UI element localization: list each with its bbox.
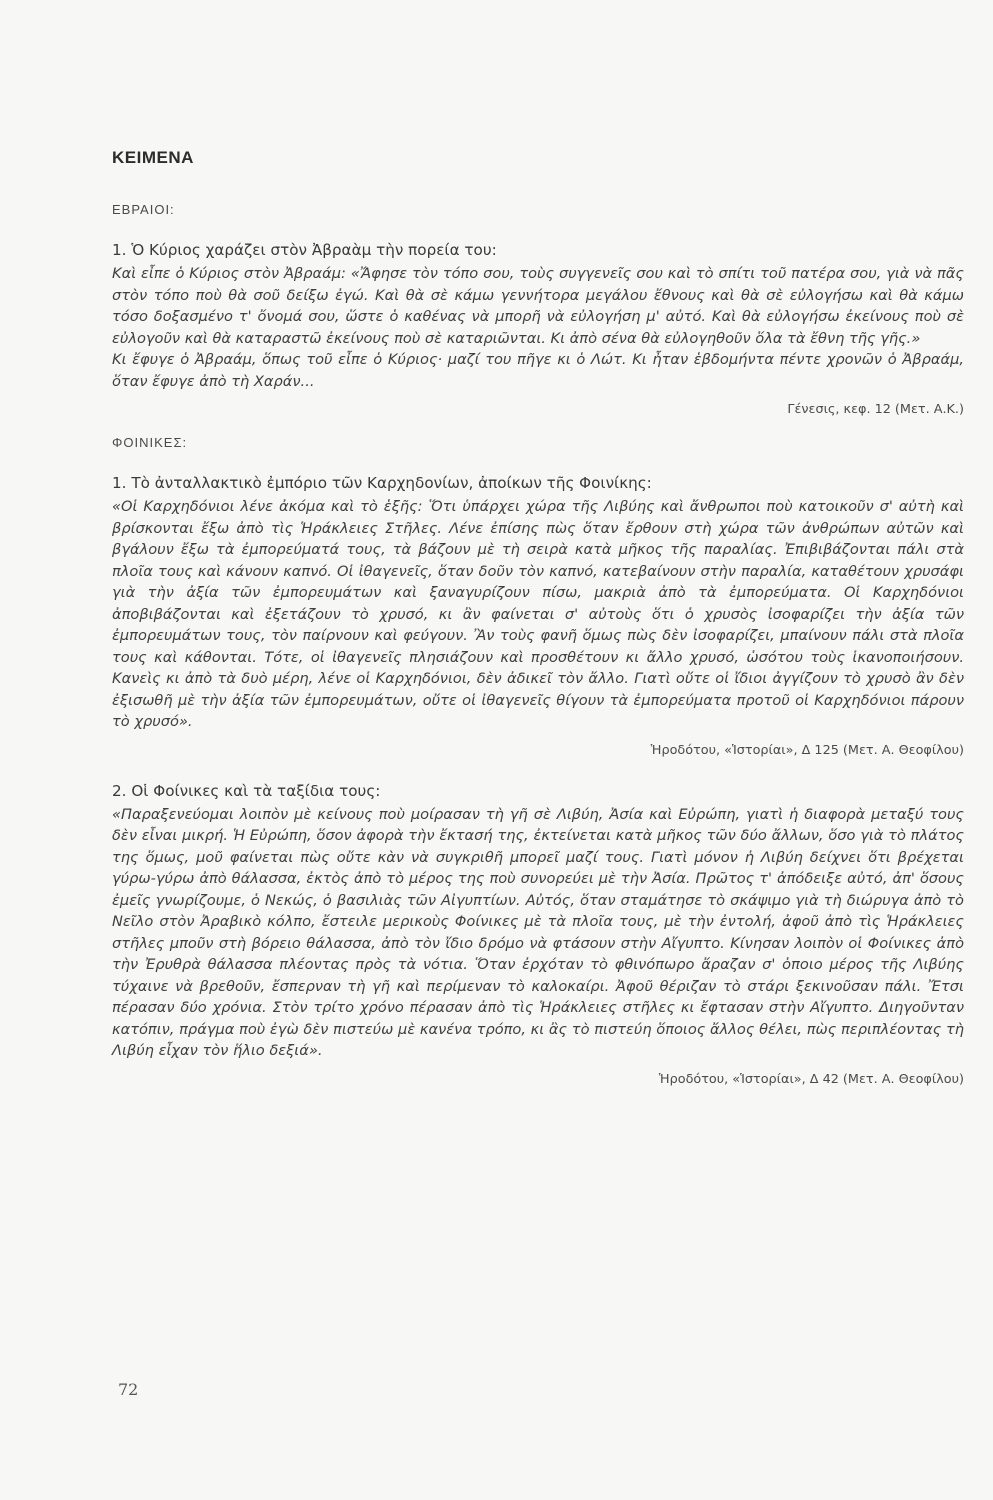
paragraph: «Παραξενεύομαι λοιπὸν μὲ κείνους ποὺ μοίρασαν τὴ γῆ σὲ Λιβύη, Ἀσία καὶ Εὐρώπη, γιατὶ ἡ διαφορὰ μεταξύ τους δὲν εἶναι μικρή. Ἡ Εὐρώπη, ὅσον ἀφορὰ τὴν ἔκτασή της, ἐκτείνεται κατὰ μῆκος τῶν δύο ἄλλων, ὅσο γιὰ τὸ πλάτος της ὅμως, μοῦ φαίνεται πὼς οὔτε κὰν νὰ συγκριθῆ μπορεῖ μαζί τους. Γιατὶ μόνον ἡ Λιβύη δείχνει ὅτι βρέχεται γύρω-γύρω ἀπὸ θάλασσα, ἐκτὸς ἀπὸ τὸ μέρος της ποὺ συνορεύει μὲ τὴν Ἀσία. Πρῶτος τ' ἀπόδειξε αὐτό, ἀπ' ὅσους ἐμεῖς γνωρίζουμε, ὁ Νεκώς, ὁ βασιλιὰς τῶν Αἰγυπτίων. Αὐτός, ὅταν σταμάτησε τὸ σκάψιμο γιὰ τὴ διώρυγα ἀπὸ τὸ Νεῖλο στὸν Ἀραβικὸ κόλπο, ἔστειλε μερικοὺς Φοίνικες μὲ τὰ πλοῖα τους, μὲ τὴν ἐντολή, ἀφοῦ ἀπὸ τὶς Ἡράκλειες στῆλες μποῦν στὴ βόρειο θάλασσα, ἀπὸ τὸν ἴδιο δρόμο νὰ φτάσουν στὴν Αἴγυπτο. Κίνησαν λοιπὸν οἱ Φοίνικες ἀπὸ τὴν Ἐρυθρὰ θάλασσα πλέοντας πρὸς τὰ νότια. Ὅταν ἐρχόταν τὸ φθινόπωρο ἄραζαν σ' ὁποιο μέρος τῆς Λιβύης τύχαινε νὰ βρεθοῦν, ἔσπερναν τὴ γῆ καὶ περίμεναν τὸ καλοκαίρι. Ἀφοῦ θέριζαν τὸ στάρι ξεκινοῦσαν πάλι. Ἔτσι πέρασαν δύο χρόνια. Στὸν τρίτο χρόνο πέρασαν ἀπὸ τὶς Ἡράκλειες στῆλες κι ἔφτασαν στὴν Αἴγυπτο. Διηγοῦνταν κατόπιν, πράγμα ποὺ ἐγὼ δὲν πιστεύω μὲ κανένα τρόπο, κι ἂς τὸ πιστεύη ὅποιος ἄλλος θέλει, πὼς περιπλέοντας τὴ Λιβύη εἶχαν τὸν ἥλιο δεξιά». (112, 805, 964, 1059)
source-citation-phoenicians-1: Ἡροδότου, «Ἱστορίαι», Δ 125 (Μετ. Α. Θεοφίλου) (650, 742, 964, 758)
source-citation-phoenicians-2: Ἡροδότου, «Ἱστορίαι», Δ 42 (Μετ. Α. Θεοφίλου) (658, 1071, 964, 1087)
page-content (112, 148, 964, 1087)
text-heading-hebrews-1: 1. Ὁ Κύριος χαράζει στὸν Ἀβραὰμ τὴν πορεία του: (112, 241, 497, 259)
page-number: 72 (118, 1380, 139, 1399)
page-title: ΚΕΙΜΕΝΑ (112, 148, 194, 167)
source-citation-hebrews-1: Γένεσις, κεφ. 12 (Μετ. Α.Κ.) (787, 402, 964, 417)
paragraph: «Οἱ Καρχηδόνιοι λένε ἀκόμα καὶ τὸ ἑξῆς: Ὅτι ὑπάρχει χώρα τῆς Λιβύης καὶ ἄνθρωποι ποὺ κατοικοῦν σ' αὐτὴ καὶ βρίσκονται ἔξω ἀπὸ τὶς Ἡράκλειες Στῆλες. Λένε ἐπίσης πὼς ὅταν ἔρθουν στὴ χώρα τῶν ἀνθρώπων αὐτῶν καὶ βγάλουν ἔξω τὰ ἐμπορεύματά τους, τὰ βάζουν μὲ τὴ σειρὰ κατὰ μῆκος τῆς παραλίας. Ἐπιβιβάζονται πάλι στὰ πλοῖα τους καὶ κάνουν καπνό. Οἱ ἰθαγενεῖς, ὅταν δοῦν τὸν καπνό, κατεβαίνουν στὴν παραλία, καταθέτουν χρυσάφι γιὰ τὴν ἀξία τῶν ἐμπορευμάτων καὶ ξαναγυρίζουν πίσω, μακριὰ ἀπὸ τὰ ἐμπορεύματα. Οἱ Καρχηδόνιοι ἀποβιβάζονται καὶ ἐξετάζουν τὸ χρυσό, κι ἂν φαίνεται σ' αὐτοὺς ὅτι ὁ χρυσὸς ἰσοφαρίζει τὴν ἀξία τῶν ἐμπορευμάτων τους, τὸν παίρνουν καὶ φεύγουν. Ἂν τοὺς φανῆ ὅμως πὼς δὲν ἰσοφαρίζει, μπαίνουν πάλι στὰ πλοῖα τους καὶ κάθονται. Τότε, οἱ ἰθαγενεῖς πλησιάζουν καὶ προσθέτουν κι ἄλλο χρυσό, ὡσότου τοὺς ἱκανοποιήσουν. Κανεὶς κι ἀπὸ τὰ δυὸ μέρη, λένε οἱ Καρχηδόνιοι, δὲν ἀδικεῖ τὸν ἄλλο. Γιατὶ οὔτε οἱ ἴδιοι ἀγγίζουν τὸ χρυσὸ ἂν δὲν ἐξισωθῆ μὲ τὴν ἀξία τῶν ἐμπορευμάτων, οὔτε οἱ ἰθαγενεῖς θίγουν τὰ ἐμπορεύματα προτοῦ οἱ Καρχηδόνιοι πάρουν τὸ χρυσό». (112, 498, 964, 730)
text-body-phoenicians-1 (112, 496, 964, 733)
section-label-phoenicians: ΦΟΙΝΙΚΕΣ: (112, 435, 188, 450)
text-body-phoenicians-2 (112, 804, 964, 1062)
text-heading-phoenicians-1: 1. Τὸ ἀνταλλακτικὸ ἐμπόριο τῶν Καρχηδονίων, ἀποίκων τῆς Φοινίκης: (112, 474, 652, 492)
text-heading-phoenicians-2: 2. Οἱ Φοίνικες καὶ τὰ ταξίδια τους: (112, 781, 381, 800)
text-body-hebrews-1 (112, 263, 964, 392)
section-label-hebrews: ΕΒΡΑΙΟΙ: (112, 202, 175, 217)
paragraph: Κι ἔφυγε ὁ Ἀβραάμ, ὅπως τοῦ εἶπε ὁ Κύριος· μαζί του πῆγε κι ὁ Λώτ. Κι ἦταν ἑβδομήντα πέντε χρονῶν ὁ Ἀβραάμ, ὅταν ἔφυγε ἀπὸ τὴ Χαράν... (112, 351, 964, 390)
paragraph: Καὶ εἶπε ὁ Κύριος στὸν Ἀβραάμ: «Ἄφησε τὸν τόπο σου, τοὺς συγγενεῖς σου καὶ τὸ σπίτι τοῦ πατέρα σου, γιὰ νὰ πᾶς στὸν τόπο ποὺ θὰ σοῦ δείξω ἐγώ. Καὶ θὰ σὲ κάμω γεννήτορα μεγάλου ἔθνους καὶ θὰ σὲ εὐλογήσω καὶ θὰ κάμω τόσο δοξασμένο τ' ὄνομά σου, ὥστε ὁ καθένας νὰ μπορῆ νὰ εὐλογήση μ' αὐτό. Καὶ θὰ εὐλογήσω ἐκείνους ποὺ σὲ εὐλογοῦν καὶ θὰ καταραστῶ ἐκείνους ποὺ σὲ καταριῶνται. Κι ἀπὸ σένα θὰ εὐλογηθοῦν ὅλα τὰ ἔθνη τῆς γῆς.» (112, 265, 964, 347)
